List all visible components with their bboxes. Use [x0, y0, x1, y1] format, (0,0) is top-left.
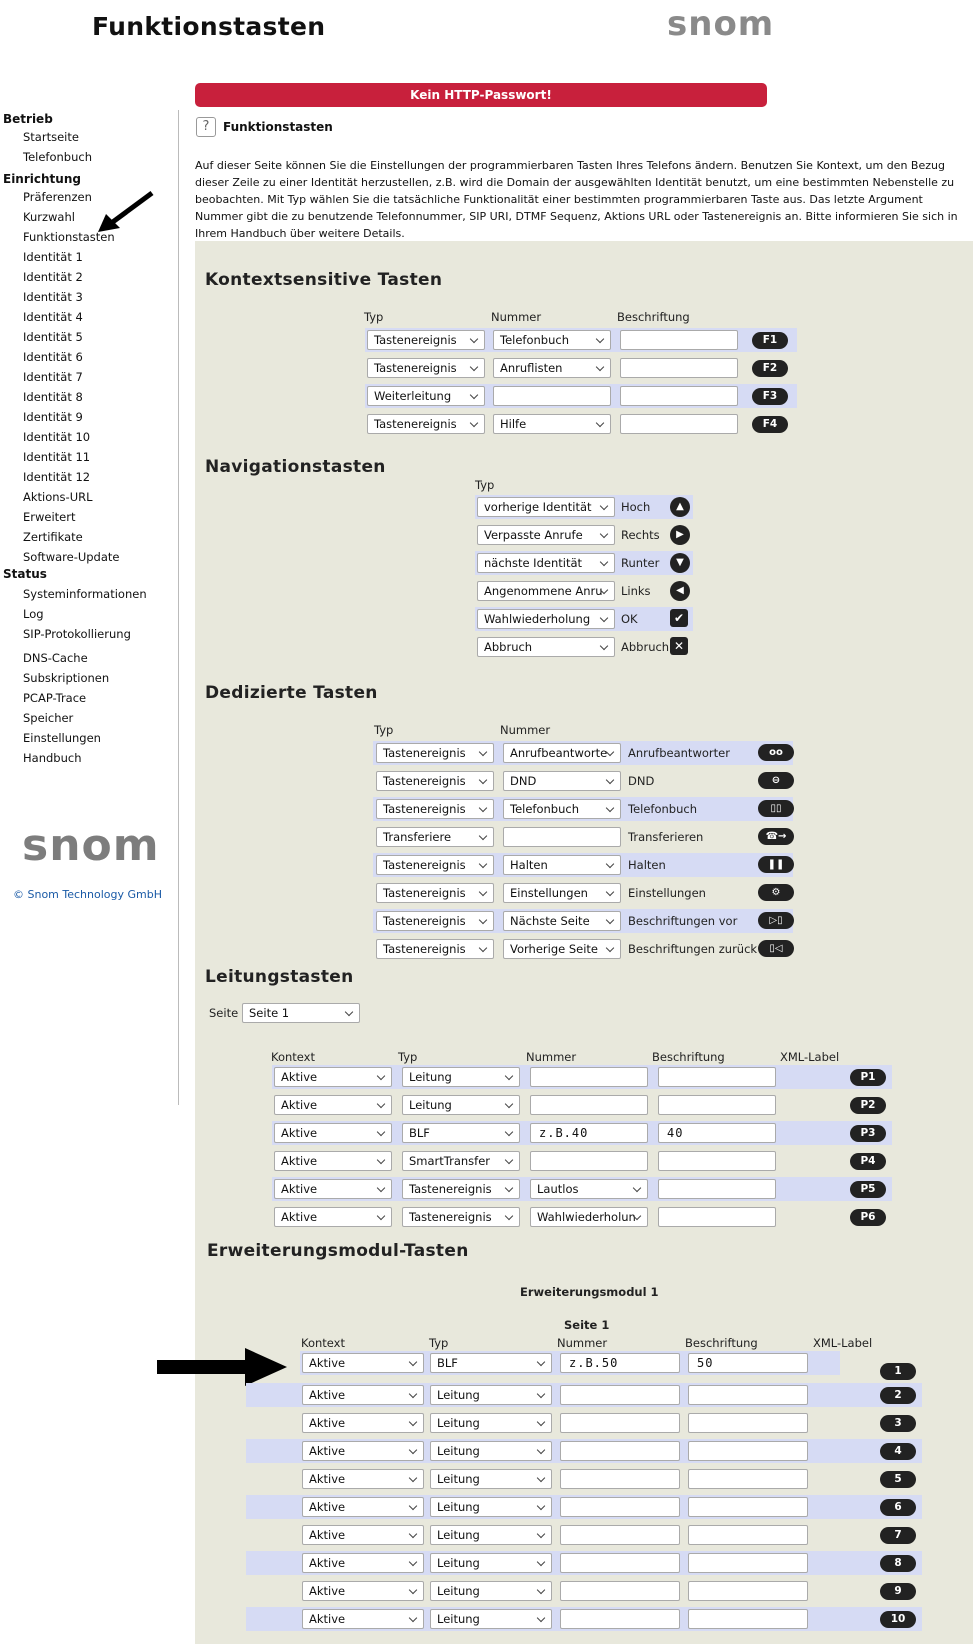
expansion-typ-select[interactable]: Leitung	[430, 1441, 552, 1461]
dedicated-nummer-select[interactable]: Vorherige Seite	[503, 939, 621, 959]
expansion-label-input[interactable]	[688, 1413, 808, 1433]
sidebar-item-identität-7[interactable]: Identität 7	[23, 370, 83, 384]
context-label-input[interactable]	[620, 414, 738, 434]
dedicated-typ-select[interactable]: Tastenereignis	[376, 855, 494, 875]
navigation-title: Navigationstasten	[205, 457, 386, 477]
line-header-1: Typ	[398, 1050, 418, 1064]
expansion-typ-select[interactable]: Leitung	[430, 1469, 552, 1489]
context-label-input[interactable]	[620, 330, 738, 350]
sidebar-item-speicher[interactable]: Speicher	[23, 711, 74, 725]
dedicated-typ-select[interactable]: Tastenereignis	[376, 911, 494, 931]
dedicated-title: Dedizierte Tasten	[205, 683, 378, 703]
line-kontext-select[interactable]: Aktive	[274, 1179, 392, 1199]
context-nummer-select[interactable]: Anruflisten	[493, 358, 611, 378]
line-typ-select[interactable]: BLF	[402, 1123, 520, 1143]
expansion-key-10: 10	[880, 1611, 916, 1628]
line-header-4: XML-Label	[780, 1050, 840, 1064]
expansion-key-9: 9	[880, 1583, 916, 1600]
dedicated-name: Beschriftungen zurück	[628, 942, 758, 956]
expansion-label-input[interactable]	[688, 1609, 808, 1629]
line-key-P3: P3	[850, 1125, 886, 1142]
navigation-name: OK	[621, 612, 638, 626]
right-icon: ▶	[670, 525, 690, 545]
line-header-0: Kontext	[271, 1050, 315, 1064]
expansion-key-1: 1	[880, 1363, 916, 1380]
line-nummer-input[interactable]	[530, 1095, 648, 1115]
context-nummer-select[interactable]: Hilfe	[493, 414, 611, 434]
line-kontext-select[interactable]: Aktive	[274, 1095, 392, 1115]
expansion-kontext-select[interactable]: Aktive	[302, 1441, 424, 1461]
context-title: Kontextsensitive Tasten	[205, 270, 443, 290]
expansion-nummer-input[interactable]	[560, 1581, 680, 1601]
context-key-F3: F3	[752, 388, 788, 405]
sidebar-item-aktions-url[interactable]: Aktions-URL	[23, 490, 93, 504]
prev-page-icon: ▯◁	[758, 940, 794, 957]
intro-text: Auf dieser Seite können Sie die Einstellungen der programmierbaren Tasten Ihres Telefons ändern. Benutzen Sie Kontext, um den Bezug dieser Zeile zu einer Identität herzustellen, z.B. wird die Domain der ausgewählten Identität benutzt, um eine bestimmten Nebenstelle zu beobachten. Mit Typ wählen Sie die tatsächliche Funktionalität einer bestimmten programmierbaren Taste aus. Das letzte Argument Nummer gibt die zu benutzende Telefonnummer, SIP URI, DTMF Sequenz, Aktions URL oder Tastenereignis an. Bitte informieren Sie sich in Ihrem Handbuch über weitere Details.	[195, 159, 958, 240]
expansion-key-7: 7	[880, 1527, 916, 1544]
line-typ-select[interactable]: Tastenereignis	[402, 1207, 520, 1227]
context-header-nummer: Nummer	[491, 310, 542, 324]
navigation-name: Hoch	[621, 500, 651, 514]
sidebar-item-identität-2[interactable]: Identität 2	[23, 270, 83, 284]
sidebar-item-identität-9[interactable]: Identität 9	[23, 410, 83, 424]
dedicated-header-typ: Typ	[374, 723, 394, 737]
line-key-P4: P4	[850, 1153, 886, 1170]
expansion-nummer-input[interactable]	[560, 1413, 680, 1433]
sidebar-item-identität-12[interactable]: Identität 12	[23, 470, 91, 484]
navigation-header-typ: Typ	[475, 478, 495, 492]
sidebar-item-dns-cache[interactable]: DNS-Cache	[23, 651, 88, 665]
line-nummer-input[interactable]: z.B.40	[530, 1123, 648, 1143]
dedicated-nummer-input[interactable]	[503, 827, 621, 847]
expansion-label-input[interactable]	[688, 1581, 808, 1601]
sidebar-item-erweitert[interactable]: Erweitert	[23, 510, 76, 524]
navigation-typ-select[interactable]: Wahlwiederholung	[477, 609, 615, 629]
line-nummer-input[interactable]	[530, 1067, 648, 1087]
expansion-nummer-input[interactable]	[560, 1469, 680, 1489]
navigation-name: Links	[621, 584, 651, 598]
expansion-label-input[interactable]: 50	[688, 1353, 808, 1373]
line-label-input[interactable]	[658, 1207, 776, 1227]
line-typ-select[interactable]: Leitung	[402, 1095, 520, 1115]
sidebar-item-identität-11[interactable]: Identität 11	[23, 450, 91, 464]
expansion-label-input[interactable]	[688, 1469, 808, 1489]
dedicated-nummer-select[interactable]: Einstellungen	[503, 883, 621, 903]
line-typ-select[interactable]: Tastenereignis	[402, 1179, 520, 1199]
sidebar-item-systeminformationen[interactable]: Systeminformationen	[23, 587, 147, 601]
line-kontext-select[interactable]: Aktive	[274, 1123, 392, 1143]
navigation-typ-select[interactable]: vorherige Identität	[477, 497, 615, 517]
context-label-input[interactable]	[620, 358, 738, 378]
expansion-kontext-select[interactable]: Aktive	[302, 1353, 424, 1373]
expansion-kontext-select[interactable]: Aktive	[302, 1525, 424, 1545]
dedicated-name: Beschriftungen vor	[628, 914, 738, 928]
dedicated-typ-select[interactable]: Transferiere	[376, 827, 494, 847]
expansion-label-input[interactable]	[688, 1497, 808, 1517]
expansion-page-label: Seite 1	[564, 1318, 610, 1332]
sidebar-item-funktionstasten[interactable]: Funktionstasten	[23, 230, 115, 244]
sidebar-logo: snom	[22, 820, 160, 871]
context-typ-select[interactable]: Weiterleitung	[367, 386, 485, 406]
transfer-icon: ☎→	[758, 828, 794, 845]
expansion-module-label: Erweiterungsmodul 1	[520, 1285, 659, 1299]
expansion-key-2: 2	[880, 1387, 916, 1404]
dedicated-nummer-select[interactable]: Halten	[503, 855, 621, 875]
voicemail-icon: oo	[758, 744, 794, 761]
navigation-typ-select[interactable]: Abbruch	[477, 637, 615, 657]
sidebar-item-sip-protokollierung[interactable]: SIP-Protokollierung	[23, 627, 131, 641]
expansion-label-input[interactable]	[688, 1385, 808, 1405]
navigation-typ-select[interactable]: Verpasste Anrufe	[477, 525, 615, 545]
line-page-select[interactable]: Seite 1	[242, 1003, 360, 1023]
navigation-typ-select[interactable]: nächste Identität	[477, 553, 615, 573]
sidebar-section-2: Status	[3, 567, 47, 581]
sidebar-section-1: Einrichtung	[3, 172, 81, 186]
sidebar-item-handbuch[interactable]: Handbuch	[23, 751, 82, 765]
navigation-name: Rechts	[621, 528, 660, 542]
dedicated-nummer-select[interactable]: Telefonbuch	[503, 799, 621, 819]
context-typ-select[interactable]: Tastenereignis	[367, 414, 485, 434]
expansion-kontext-select[interactable]: Aktive	[302, 1553, 424, 1573]
sidebar-item-präferenzen[interactable]: Präferenzen	[23, 190, 92, 204]
dedicated-name: Halten	[628, 858, 666, 872]
context-key-F1: F1	[752, 332, 788, 349]
expansion-typ-select[interactable]: Leitung	[430, 1581, 552, 1601]
sidebar-item-pcap-trace[interactable]: PCAP-Trace	[23, 691, 87, 705]
context-header-beschriftung: Beschriftung	[617, 310, 690, 324]
context-label-input[interactable]	[620, 386, 738, 406]
line-label-input[interactable]: 40	[658, 1123, 776, 1143]
expansion-header-1: Typ	[429, 1336, 449, 1350]
expansion-typ-select[interactable]: Leitung	[430, 1609, 552, 1629]
expansion-nummer-input[interactable]	[560, 1385, 680, 1405]
line-title: Leitungstasten	[205, 967, 354, 987]
down-icon: ▼	[670, 553, 690, 573]
expansion-typ-select[interactable]: Leitung	[430, 1497, 552, 1517]
line-kontext-select[interactable]: Aktive	[274, 1151, 392, 1171]
context-key-F4: F4	[752, 416, 788, 433]
line-label-input[interactable]	[658, 1095, 776, 1115]
line-nummer-select[interactable]: Lautlos	[530, 1179, 648, 1199]
expansion-kontext-select[interactable]: Aktive	[302, 1413, 424, 1433]
expansion-label-input[interactable]	[688, 1553, 808, 1573]
dedicated-nummer-select[interactable]: Anrufbeantworte	[503, 743, 621, 763]
sidebar-item-software-update[interactable]: Software-Update	[23, 550, 120, 564]
expansion-kontext-select[interactable]: Aktive	[302, 1469, 424, 1489]
expansion-label-input[interactable]	[688, 1441, 808, 1461]
expansion-typ-select[interactable]: Leitung	[430, 1553, 552, 1573]
check-icon: ✔	[670, 609, 688, 627]
expansion-typ-select[interactable]: BLF	[430, 1353, 552, 1373]
copyright-link[interactable]: © Snom Technology GmbH	[13, 888, 162, 901]
snom-logo: snom	[667, 4, 775, 44]
line-kontext-select[interactable]: Aktive	[274, 1207, 392, 1227]
dedicated-typ-select[interactable]: Tastenereignis	[376, 883, 494, 903]
context-header-typ: Typ	[364, 310, 384, 324]
sidebar-item-zertifikate[interactable]: Zertifikate	[23, 530, 83, 544]
line-page-label: Seite	[209, 1006, 239, 1020]
cancel-icon: ✕	[670, 637, 688, 655]
expansion-nummer-input[interactable]: z.B.50	[560, 1353, 680, 1373]
dedicated-name: Transferieren	[628, 830, 704, 844]
up-icon: ▲	[670, 497, 690, 517]
sidebar-item-einstellungen[interactable]: Einstellungen	[23, 731, 101, 745]
expansion-key-4: 4	[880, 1443, 916, 1460]
left-icon: ◀	[670, 581, 690, 601]
dedicated-nummer-select[interactable]: DND	[503, 771, 621, 791]
hold-icon: ❚❚	[758, 856, 794, 873]
expansion-key-6: 6	[880, 1499, 916, 1516]
dedicated-typ-select[interactable]: Tastenereignis	[376, 799, 494, 819]
dedicated-name: Anrufbeantworter	[628, 746, 730, 760]
expansion-label-input[interactable]	[688, 1525, 808, 1545]
context-nummer-select[interactable]: Telefonbuch	[493, 330, 611, 350]
line-key-P1: P1	[850, 1069, 886, 1086]
page-title: Funktionstasten	[92, 12, 326, 41]
sidebar-item-identität-1[interactable]: Identität 1	[23, 250, 83, 264]
sidebar-item-telefonbuch[interactable]: Telefonbuch	[23, 150, 92, 164]
dedicated-typ-select[interactable]: Tastenereignis	[376, 771, 494, 791]
annotation-arrow-sidebar	[96, 190, 156, 235]
sidebar-item-kurzwahl[interactable]: Kurzwahl	[23, 210, 75, 224]
dnd-icon: ⊖	[758, 772, 794, 789]
line-kontext-select[interactable]: Aktive	[274, 1067, 392, 1087]
sidebar-item-identität-6[interactable]: Identität 6	[23, 350, 83, 364]
expansion-nummer-input[interactable]	[560, 1609, 680, 1629]
expansion-header-2: Nummer	[557, 1336, 608, 1350]
line-key-P5: P5	[850, 1181, 886, 1198]
expansion-kontext-select[interactable]: Aktive	[302, 1385, 424, 1405]
line-header-3: Beschriftung	[652, 1050, 725, 1064]
sidebar-item-startseite[interactable]: Startseite	[23, 130, 79, 144]
line-label-input[interactable]	[658, 1151, 776, 1171]
sidebar-divider	[178, 110, 179, 1105]
line-key-P2: P2	[850, 1097, 886, 1114]
sidebar-item-identität-4[interactable]: Identität 4	[23, 310, 83, 324]
context-typ-select[interactable]: Tastenereignis	[367, 358, 485, 378]
dedicated-name: Telefonbuch	[628, 802, 697, 816]
navigation-name: Runter	[621, 556, 660, 570]
expansion-key-3: 3	[880, 1415, 916, 1432]
dedicated-name: DND	[628, 774, 655, 788]
dedicated-header-nummer: Nummer	[500, 723, 551, 737]
line-label-input[interactable]	[658, 1179, 776, 1199]
expansion-kontext-select[interactable]: Aktive	[302, 1497, 424, 1517]
context-key-F2: F2	[752, 360, 788, 377]
sidebar-item-subskriptionen[interactable]: Subskriptionen	[23, 671, 110, 685]
help-icon[interactable]: ?	[196, 117, 216, 137]
phonebook-icon: ▯▯	[758, 800, 794, 817]
line-header-2: Nummer	[526, 1050, 577, 1064]
expansion-nummer-input[interactable]	[560, 1497, 680, 1517]
line-label-input[interactable]	[658, 1067, 776, 1087]
expansion-kontext-select[interactable]: Aktive	[302, 1609, 424, 1629]
sidebar-item-identität-10[interactable]: Identität 10	[23, 430, 91, 444]
expansion-key-5: 5	[880, 1471, 916, 1488]
sidebar-item-identität-3[interactable]: Identität 3	[23, 290, 83, 304]
line-nummer-select[interactable]: Wahlwiederholun	[530, 1207, 648, 1227]
expansion-header-3: Beschriftung	[685, 1336, 758, 1350]
line-key-P6: P6	[850, 1209, 886, 1226]
dedicated-nummer-select[interactable]: Nächste Seite	[503, 911, 621, 931]
sidebar-item-identität-5[interactable]: Identität 5	[23, 330, 83, 344]
sidebar-section-0: Betrieb	[3, 112, 53, 126]
expansion-header-4: XML-Label	[813, 1336, 873, 1350]
dedicated-typ-select[interactable]: Tastenereignis	[376, 939, 494, 959]
expansion-key-8: 8	[880, 1555, 916, 1572]
expansion-nummer-input[interactable]	[560, 1441, 680, 1461]
line-typ-select[interactable]: Leitung	[402, 1067, 520, 1087]
dedicated-name: Einstellungen	[628, 886, 706, 900]
expansion-nummer-input[interactable]	[560, 1553, 680, 1573]
line-typ-select[interactable]: SmartTransfer	[402, 1151, 520, 1171]
context-typ-select[interactable]: Tastenereignis	[367, 330, 485, 350]
expansion-title: Erweiterungsmodul-Tasten	[207, 1241, 469, 1261]
sidebar-item-identität-8[interactable]: Identität 8	[23, 390, 83, 404]
sidebar-item-log[interactable]: Log	[23, 607, 44, 621]
expansion-typ-select[interactable]: Leitung	[430, 1525, 552, 1545]
expansion-kontext-select[interactable]: Aktive	[302, 1581, 424, 1601]
context-nummer-input[interactable]	[493, 386, 611, 406]
navigation-typ-select[interactable]: Angenommene Anru	[477, 581, 615, 601]
expansion-typ-select[interactable]: Leitung	[430, 1385, 552, 1405]
password-warning-banner: Kein HTTP-Passwort!	[195, 83, 767, 107]
next-page-icon: ▷▯	[758, 912, 794, 929]
dedicated-typ-select[interactable]: Tastenereignis	[376, 743, 494, 763]
expansion-header-0: Kontext	[301, 1336, 345, 1350]
line-nummer-input[interactable]	[530, 1151, 648, 1171]
expansion-typ-select[interactable]: Leitung	[430, 1413, 552, 1433]
navigation-name: Abbruch	[621, 640, 670, 654]
settings-icon: ⚙	[758, 884, 794, 901]
expansion-nummer-input[interactable]	[560, 1525, 680, 1545]
help-title: Funktionstasten	[223, 120, 333, 134]
